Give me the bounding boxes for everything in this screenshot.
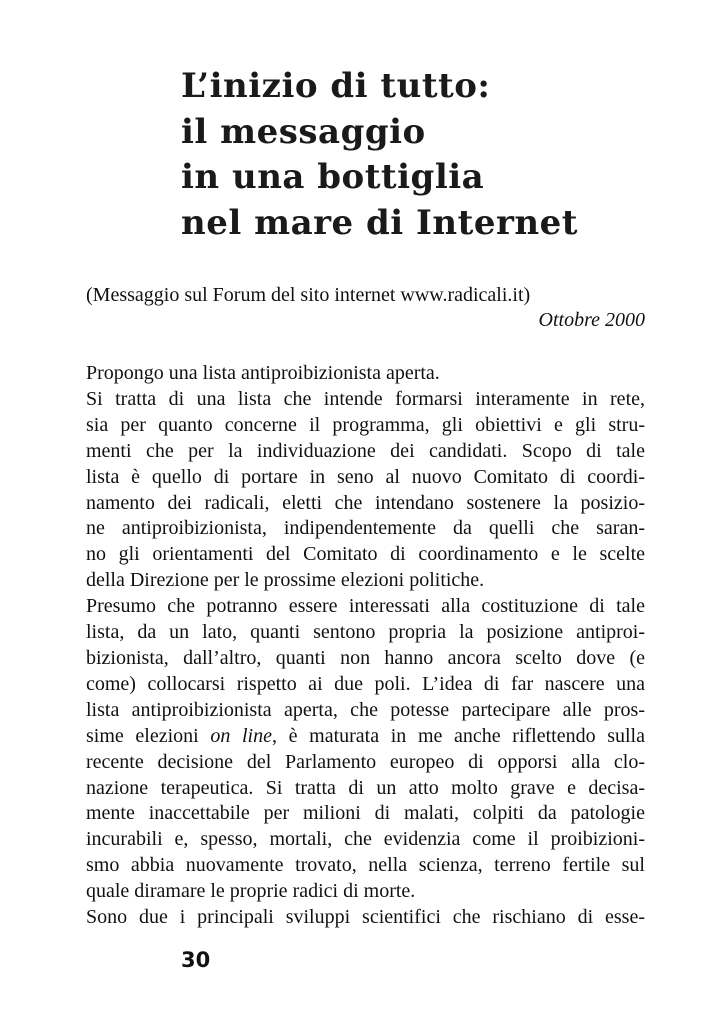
body-line: Presumo che potranno essere interessati alla costituzione di tale [86,595,645,618]
title-line: L’inizio di tutto: [181,66,491,106]
body-line: no gli orientamenti del Comitato di coordinamento e le scelte [86,543,645,566]
source-text: (Messaggio sul Forum del sito internet www.radicali.it) [86,284,531,306]
body-line: sia per quanto concerne il programma, gli obiettivi e gli stru- [86,413,645,436]
body-line: come) collocarsi rispetto ai due poli. L’idea di far nascere una [86,672,645,695]
body-line [86,724,645,750]
body-line: della Direzione per le prossime elezioni politiche. [86,569,485,592]
source-date: Ottobre 2000 [538,309,645,331]
body-line: bizionista, dall’altro, quanti non hanno ancora scelto dove (e [86,646,645,669]
body-line: Propongo una lista antiproibizionista aperta. [86,362,440,384]
emphasis-on-line: on line [210,724,272,747]
body-line: smo abbia nuovamente trovato, nella scienza, terreno fertile sul [86,854,645,877]
title-line: il messaggio [181,111,426,152]
chapter-title [181,64,578,246]
body-line: mente inaccettabile per milioni di malati, colpiti da patologie [86,802,645,825]
body-line: recente decisione del Parlamento europeo di opporsi alla clo- [86,750,645,773]
body-segment: sime elezioni [86,724,211,747]
body-line: Sono due i principali sviluppi scientifici che rischiano di esse- [86,906,645,929]
body-line: quale diramare le proprie radici di morte. [86,880,416,903]
body-line: ne antiproibizionista, indipendentemente da quelli che saran- [86,517,645,540]
title-line: in una bottiglia [181,157,485,198]
body-line: lista è quello di portare in seno al nuovo Comitato di coordi- [86,465,645,488]
body-segment: , è maturata in me anche riflettendo sulla [272,724,645,747]
body-line: menti che per la individuazione dei candidati. Scopo di tale [86,439,645,462]
body-line: namento dei radicali, eletti che intendano sostenere la posizio- [86,491,645,514]
body-text [86,361,645,931]
page-number: 30 [181,948,211,972]
body-line: incurabili e, spesso, mortali, che evidenzia come il proibizioni- [86,828,645,851]
title-line: nel mare di Internet [181,202,578,243]
body-line: Si tratta di una lista che intende formarsi interamente in rete, [86,387,645,410]
body-line: lista, da un lato, quanti sentono propria la posizione antiproi- [86,621,645,644]
source-note [86,283,645,333]
body-line: lista antiproibizionista aperta, che potesse partecipare alle pros- [86,698,645,721]
body-line: nazione terapeutica. Si tratta di un atto molto grave e decisa- [86,776,645,799]
